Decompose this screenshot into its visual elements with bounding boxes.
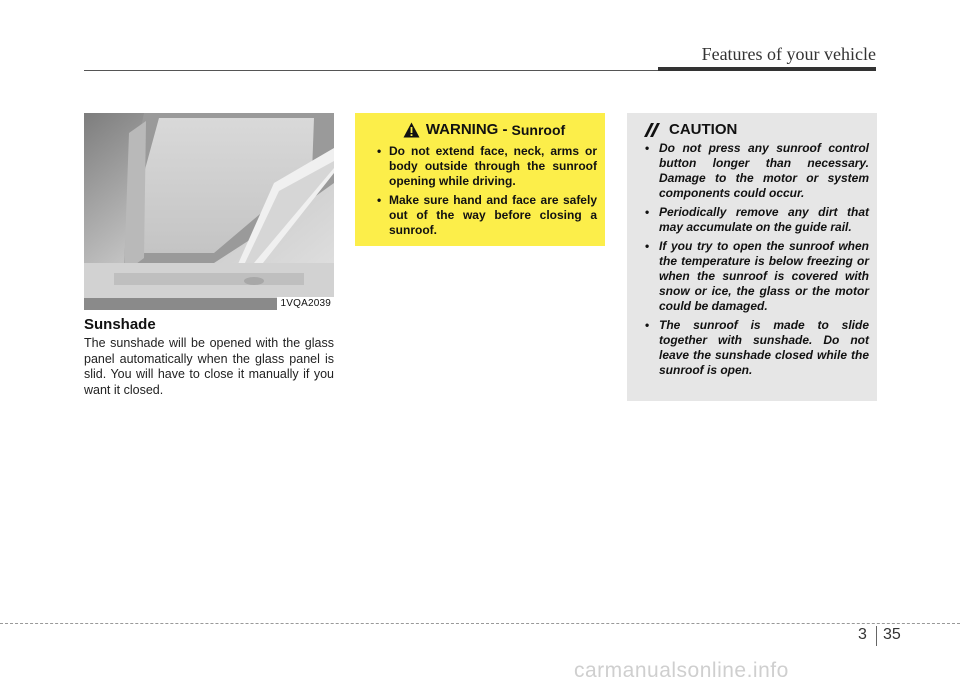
caution-list bbox=[641, 141, 869, 378]
caution-item: • Periodically remove any dirt that may accumulate on the guide rail. bbox=[641, 205, 869, 235]
chapter-number: 3 bbox=[858, 626, 867, 643]
warning-item: • Do not extend face, neck, arms or body outside through the sunroof opening while driving. bbox=[371, 144, 597, 189]
caution-item: • The sunroof is made to slide together with sunshade. Do not leave the sunshade closed while the sunroof is open. bbox=[641, 318, 869, 378]
header-rule-accent bbox=[658, 67, 876, 71]
caution-header bbox=[641, 121, 869, 138]
sunshade-description: The sunshade will be opened with the glass panel automatically when the glass panel is slid. You will have to close it manually if you want it closed. bbox=[84, 336, 334, 397]
sunshade-heading: Sunshade bbox=[84, 316, 156, 333]
page-number: 35 bbox=[883, 626, 901, 643]
footer-rule bbox=[0, 623, 960, 624]
warning-label: WARNING - bbox=[425, 121, 508, 138]
warning-header bbox=[371, 121, 597, 138]
caution-label: CAUTION bbox=[669, 121, 738, 138]
caution-item: • Do not press any sunroof control button longer than necessary. Damage to the motor or system components could occur. bbox=[641, 141, 869, 201]
caution-box bbox=[627, 113, 877, 401]
warning-topic: Sunroof bbox=[511, 121, 566, 138]
caution-icon bbox=[641, 123, 663, 137]
warning-list bbox=[371, 144, 597, 238]
caution-item: • If you try to open the sunroof when the temperature is below freezing or when the sunroof is covered with snow or ice, the glass or the motor could be damaged. bbox=[641, 239, 869, 314]
warning-triangle-icon bbox=[403, 122, 420, 138]
sunroof-interior-illustration bbox=[84, 113, 334, 310]
warning-box bbox=[355, 113, 605, 246]
watermark-text: carmanualsonline.info bbox=[574, 659, 789, 682]
warning-item: • Make sure hand and face are safely out of the way before closing a sunroof. bbox=[371, 193, 597, 238]
page-header-title: Features of your vehicle bbox=[701, 44, 876, 64]
page-number-separator bbox=[876, 626, 877, 646]
sunroof-photo bbox=[84, 113, 334, 310]
photo-id-label: 1VQA2039 bbox=[277, 297, 334, 310]
